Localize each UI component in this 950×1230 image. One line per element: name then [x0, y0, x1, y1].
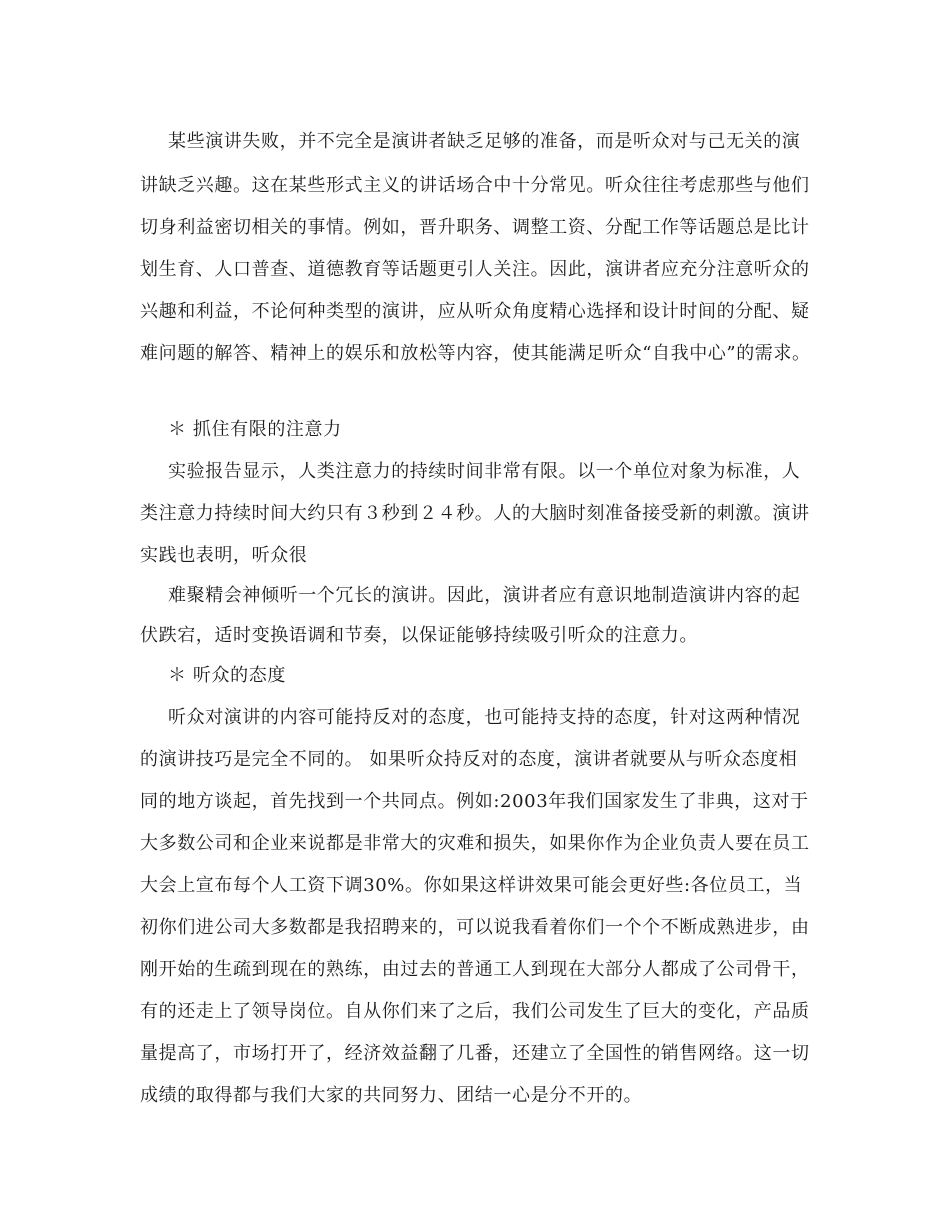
paragraph-1-line-2: 讲缺乏兴趣。这在某些形式主义的讲话场合中十分常见。听众往往考虑那些与他们	[140, 175, 810, 196]
section-heading-attention: ＊ 抓住有限的注意力	[168, 419, 342, 440]
section-heading-audience-attitude: ＊ 听众的态度	[168, 665, 286, 686]
paragraph-2-line-3: 实践也表明，听众很	[140, 545, 308, 566]
paragraph-4-line-6: 初你们进公司大多数都是我招聘来的，可以说我看着你们一个个不断成熟进步，由	[140, 917, 810, 938]
paragraph-4-line-5: 大会上宣布每个人工资下调30%。你如果这样讲效果可能会更好些:各位员工，当	[140, 875, 803, 896]
paragraph-2-line-2: 类注意力持续时间大约只有３秒到２４秒。人的大脑时刻准备接受新的刺激。演讲	[140, 503, 810, 524]
paragraph-4-line-7: 刚开始的生疏到现在的熟练，由过去的普通工人到现在大部分人都成了公司骨干，	[140, 959, 810, 980]
paragraph-2-line-1: 实验报告显示，人类注意力的持续时间非常有限。以一个单位对象为标准，人	[168, 461, 801, 482]
paragraph-4-line-9: 量提高了，市场打开了，经济效益翻了几番，还建立了全国性的销售网络。这一切	[140, 1043, 810, 1064]
paragraph-4-line-2: 的演讲技巧是完全不同的。 如果听众持反对的态度，演讲者就要从与听众态度相	[140, 749, 798, 770]
paragraph-4-line-4: 大多数公司和企业来说都是非常大的灾难和损失，如果你作为企业负责人要在员工	[140, 833, 810, 854]
paragraph-3-line-2: 伏跌宕，适时变换语调和节奏，以保证能够持续吸引听众的注意力。	[140, 625, 698, 646]
paragraph-3-line-1: 难聚精会神倾听一个冗长的演讲。因此，演讲者应有意识地制造演讲内容的起	[168, 585, 801, 606]
paragraph-4-line-1: 听众对演讲的内容可能持反对的态度，也可能持支持的态度，针对这两种情况	[168, 707, 801, 728]
paragraph-1-line-5: 兴趣和利益，不论何种类型的演讲，应从听众角度精心选择和设计时间的分配、疑	[140, 301, 810, 322]
paragraph-1-line-4: 划生育、人口普查、道德教育等话题更引人关注。因此，演讲者应充分注意听众的	[140, 259, 810, 280]
paragraph-1-line-6: 难问题的解答、精神上的娱乐和放松等内容，使其能满足听众“自我中心”的需求。	[140, 343, 811, 364]
paragraph-4-line-10: 成绩的取得都与我们大家的共同努力、团结一心是分不开的。	[140, 1085, 643, 1106]
paragraph-4-line-3: 同的地方谈起，首先找到一个共同点。例如:2003年我们国家发生了非典，这对于	[140, 791, 809, 812]
paragraph-4-line-8: 有的还走上了领导岗位。自从你们来了之后，我们公司发生了巨大的变化，产品质	[140, 1001, 810, 1022]
paragraph-1-line-1: 某些演讲失败，并不完全是演讲者缺乏足够的准备，而是听众对与己无关的演	[168, 131, 801, 152]
paragraph-1-line-3: 切身利益密切相关的事情。例如，晋升职务、调整工资、分配工作等话题总是比计	[140, 217, 810, 238]
